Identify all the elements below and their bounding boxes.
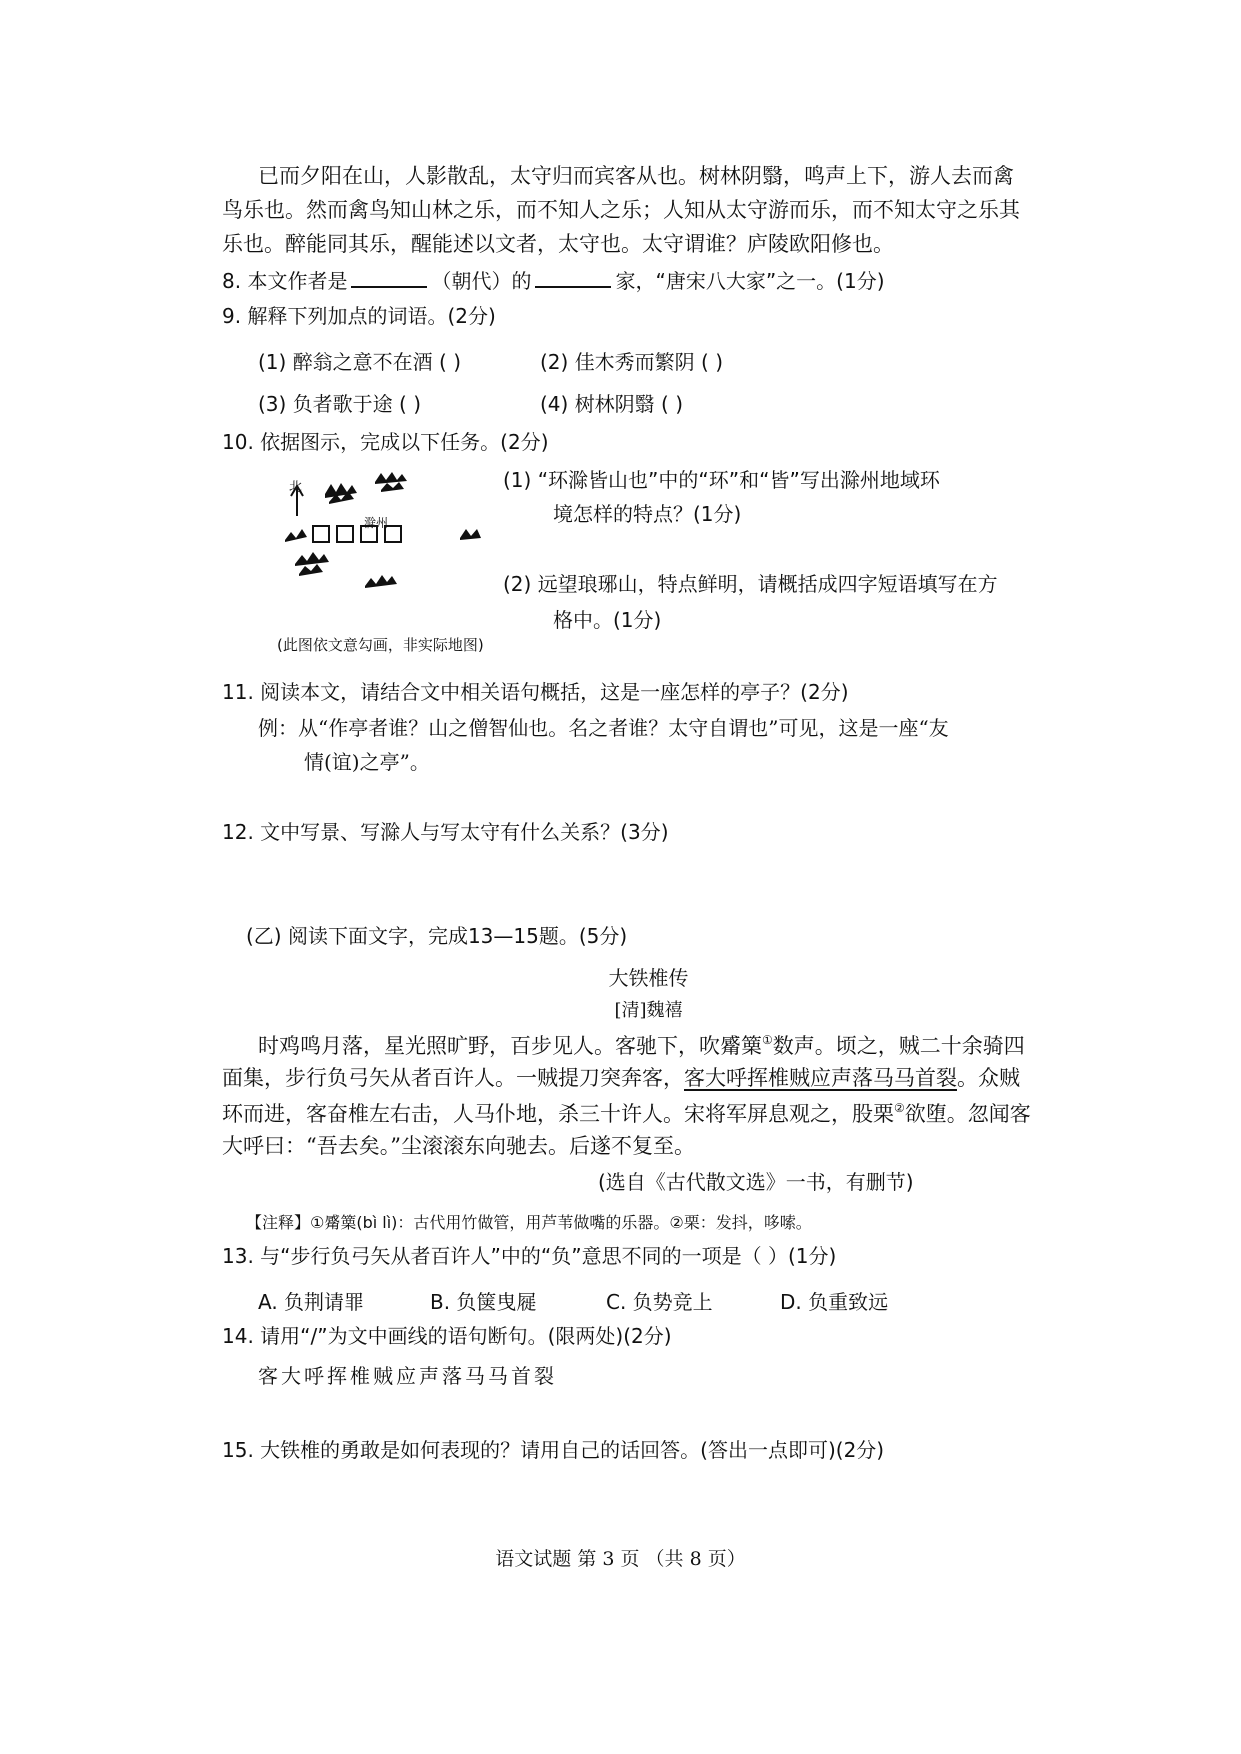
article-line-2b: 。众贼 — [957, 1066, 1020, 1090]
passage-line-2: 鸟乐也。然而禽鸟知山林之乐，而不知人之乐；人知从太守游而乐，而不知太守之乐其 — [222, 198, 1020, 222]
q10-sub1-line-a: (1) “环滁皆山也”中的“环”和“皆”写出滁州地域环 — [503, 468, 940, 492]
q8-text-c: 家，“唐宋八大家”之一。(1分) — [615, 269, 885, 293]
article-line-2a: 面集，步行负弓矢从者百许人。一贼提刀突奔客， — [222, 1066, 684, 1090]
answer-box[interactable] — [337, 526, 353, 542]
article-line-2 — [222, 1068, 1020, 1089]
footnote-mark-1: ① — [762, 1033, 773, 1047]
question-12-stem: 12. 文中写景、写滁人与写太守有什么关系？(3分) — [222, 820, 669, 844]
part-b-intro: (乙) 阅读下面文字，完成13—15题。(5分) — [246, 924, 628, 948]
article-source: (选自《古代散文选》一书，有删节) — [598, 1170, 914, 1194]
map-north-label: 北 — [289, 480, 303, 495]
footnote-mark-2: ② — [894, 1101, 905, 1115]
q8-text-b: （朝代）的 — [431, 269, 532, 293]
article-footnote: 【注释】①觱篥(bì lì)：古代用竹做管，用芦苇做嘴的乐器。②栗：发抖，哆嗦。 — [246, 1213, 812, 1232]
page-footer: 语文试题 第 3 页 （共 8 页） — [495, 1548, 746, 1570]
mountain-icon — [295, 552, 329, 576]
article-line-1a: 时鸡鸣月落，星光照旷野，百步见人。客驰下，吹觱篥 — [258, 1034, 762, 1058]
q10-sub1-line-b: 境怎样的特点？(1分) — [553, 502, 742, 526]
passage-line-3: 乐也。醉能同其乐，醒能述以文者，太守也。太守谓谁？庐陵欧阳修也。 — [222, 232, 894, 256]
article-line-3b: 欲堕。忽闻客 — [904, 1102, 1031, 1126]
q13-option-a[interactable]: A. 负荆请罪 — [258, 1290, 365, 1314]
map-caption: (此图依文意勾画，非实际地图) — [277, 636, 484, 654]
q10-sub2-line-a: (2) 远望琅琊山，特点鲜明，请概括成四字短语填写在方 — [503, 572, 998, 596]
q13-option-d[interactable]: D. 负重致远 — [780, 1290, 889, 1314]
q14-sentence: 客大呼挥椎贼应声落马马首裂 — [258, 1364, 557, 1388]
q10-sub2-line-b: 格中。(1分) — [553, 608, 662, 632]
mountain-icon — [460, 529, 481, 540]
question-13-stem: 13. 与“步行负弓矢从者百许人”中的“负”意思不同的一项是（ ）(1分) — [222, 1244, 837, 1268]
question-11-stem: 11. 阅读本文，请结合文中相关语句概括，这是一座怎样的亭子？(2分) — [222, 680, 849, 704]
question-8 — [222, 270, 885, 291]
map-city-label: 滁州 — [364, 516, 389, 530]
question-14-stem: 14. 请用“/”为文中画线的语句断句。(限两处)(2分) — [222, 1324, 672, 1348]
q11-example-line-b: 情(谊)之亭”。 — [304, 750, 430, 774]
mountain-icon — [325, 483, 357, 504]
article-line-4: 大呼曰：“吾去矣。”尘滚滚东向驰去。后遂不复至。 — [222, 1134, 695, 1158]
q8-blank-type[interactable] — [535, 270, 611, 288]
chuzhou-map — [285, 468, 485, 616]
q8-text-a: 8. 本文作者是 — [222, 269, 348, 293]
question-9-stem: 9. 解释下列加点的词语。(2分) — [222, 304, 496, 328]
q9-item-4: (4) 树林阴翳 ( ) — [540, 392, 684, 416]
q13-option-b[interactable]: B. 负箧曳屣 — [430, 1290, 537, 1314]
q9-item-3: (3) 负者歌于途 ( ) — [258, 392, 422, 416]
article-line-3 — [222, 1102, 1031, 1125]
mountain-icon — [285, 529, 307, 542]
article-author: [清]魏禧 — [614, 1000, 683, 1021]
underlined-sentence: 客大呼挥椎贼应声落马马首裂 — [684, 1066, 957, 1090]
question-15-stem: 15. 大铁椎的勇敢是如何表现的？请用自己的话回答。(答出一点即可)(2分) — [222, 1438, 885, 1462]
article-line-1b: 数声。顷之，贼二十余骑四 — [772, 1034, 1025, 1058]
q9-item-1: (1) 醉翁之意不在酒 ( ) — [258, 350, 462, 374]
passage-line-1: 已而夕阳在山，人影散乱，太守归而宾客从也。树林阴翳，鸣声上下，游人去而禽 — [258, 164, 1014, 188]
mountain-icon — [365, 575, 397, 588]
article-line-3a: 环而进，客奋椎左右击，人马仆地，杀三十许人。宋将军屏息观之，股栗 — [222, 1102, 894, 1126]
q8-blank-dynasty[interactable] — [351, 270, 427, 288]
article-line-1 — [258, 1034, 1025, 1057]
mountain-icon — [375, 472, 407, 492]
question-10-stem: 10. 依据图示，完成以下任务。(2分) — [222, 430, 549, 454]
article-title: 大铁椎传 — [608, 966, 689, 990]
q9-item-2: (2) 佳木秀而繁阴 ( ) — [540, 350, 724, 374]
q11-example-line-a: 例：从“作亭者谁？山之僧智仙也。名之者谁？太守自谓也”可见，这是一座“友 — [258, 716, 949, 740]
q13-option-c[interactable]: C. 负势竞上 — [606, 1290, 713, 1314]
answer-box[interactable] — [313, 526, 329, 542]
